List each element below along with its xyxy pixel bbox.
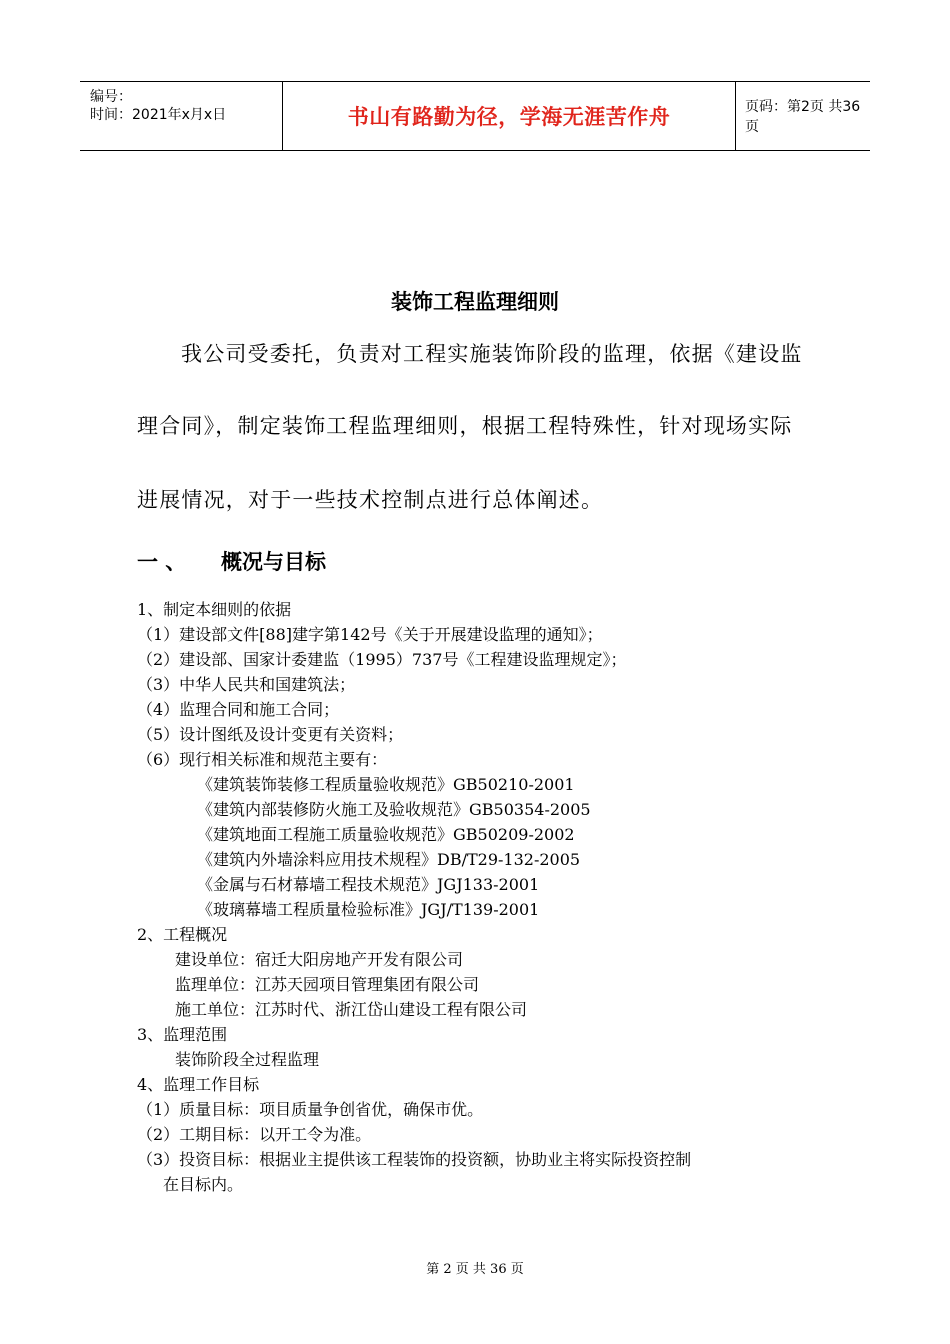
document-code-label: 编号： (90, 89, 132, 105)
intro-paragraph-line: 进展情况，对于一些技术控制点进行总体阐述。 (137, 488, 604, 512)
project-info-line: 监理单位：江苏天园项目管理集团有限公司 (175, 975, 480, 994)
header-motto: 书山有路勤为径，学海无涯苦作舟 (347, 104, 671, 129)
document-title: 装饰工程监理细则 (391, 290, 559, 314)
list-item: （3）中华人民共和国建筑法； (137, 675, 356, 694)
intro-paragraph-line: 理合同》，制定装饰工程监理细则，根据工程特殊性，针对现场实际 (137, 414, 793, 438)
header-page-cell (735, 82, 870, 150)
section-heading (137, 546, 326, 576)
scope-text: 装饰阶段全过程监理 (175, 1050, 320, 1069)
goal-item: （1）质量目标：项目质量争创省优，确保市优。 (137, 1100, 484, 1119)
document-time-label: 时间：2021年x月x日 (90, 107, 227, 123)
header-info-cell (80, 82, 282, 150)
header-page-number: 页码：第2页 共36页 (745, 99, 861, 135)
project-info-line: 建设单位：宿迁大阳房地产开发有限公司 (175, 950, 464, 969)
goal-item: （3）投资目标：根据业主提供该工程装饰的投资额，协助业主将实际投资控制 (137, 1150, 692, 1169)
intro-paragraph-line: 我公司受委托，负责对工程实施装饰阶段的监理，依据《建设监 (181, 342, 803, 366)
subsection-heading: 3、监理范围 (137, 1025, 228, 1044)
subsection-heading: 2、工程概况 (137, 925, 228, 944)
standard-item: 《建筑内外墙涂料应用技术规程》DB/T29-132-2005 (197, 850, 581, 869)
list-item: （4）监理合同和施工合同； (137, 700, 340, 719)
standard-item: 《玻璃幕墙工程质量检验标准》JGJ/T139-2001 (197, 900, 540, 919)
list-item: （5）设计图纸及设计变更有关资料； (137, 725, 404, 744)
list-item: （6）现行相关标准和规范主要有： (137, 750, 388, 769)
section-title: 概况与目标 (221, 550, 326, 574)
standard-item: 《建筑装饰装修工程质量验收规范》GB50210-2001 (197, 775, 575, 794)
list-item: （2）建设部、国家计委建监（1995）737号《工程建设监理规定》； (137, 650, 627, 669)
list-item: （1）建设部文件[88]建字第142号《关于开展建设监理的通知》； (137, 625, 603, 644)
project-info-line: 施工单位：江苏时代、浙江岱山建设工程有限公司 (175, 1000, 528, 1019)
list-item: 1、制定本细则的依据 (137, 600, 292, 619)
standard-item: 《建筑地面工程施工质量验收规范》GB50209-2002 (197, 825, 575, 844)
subsection-heading: 4、监理工作目标 (137, 1075, 260, 1094)
header-motto-cell (282, 82, 736, 150)
page-header (80, 81, 870, 151)
goal-item: （2）工期目标：以开工令为准。 (137, 1125, 372, 1144)
standard-item: 《金属与石材幕墙工程技术规范》JGJ133-2001 (197, 875, 540, 894)
standard-item: 《建筑内部装修防火施工及验收规范》GB50354-2005 (197, 800, 591, 819)
page-footer: 第 2 页 共 36 页 (426, 1262, 524, 1277)
section-number: 一 、 (137, 550, 187, 574)
goal-item-continuation: 在目标内。 (163, 1175, 244, 1194)
